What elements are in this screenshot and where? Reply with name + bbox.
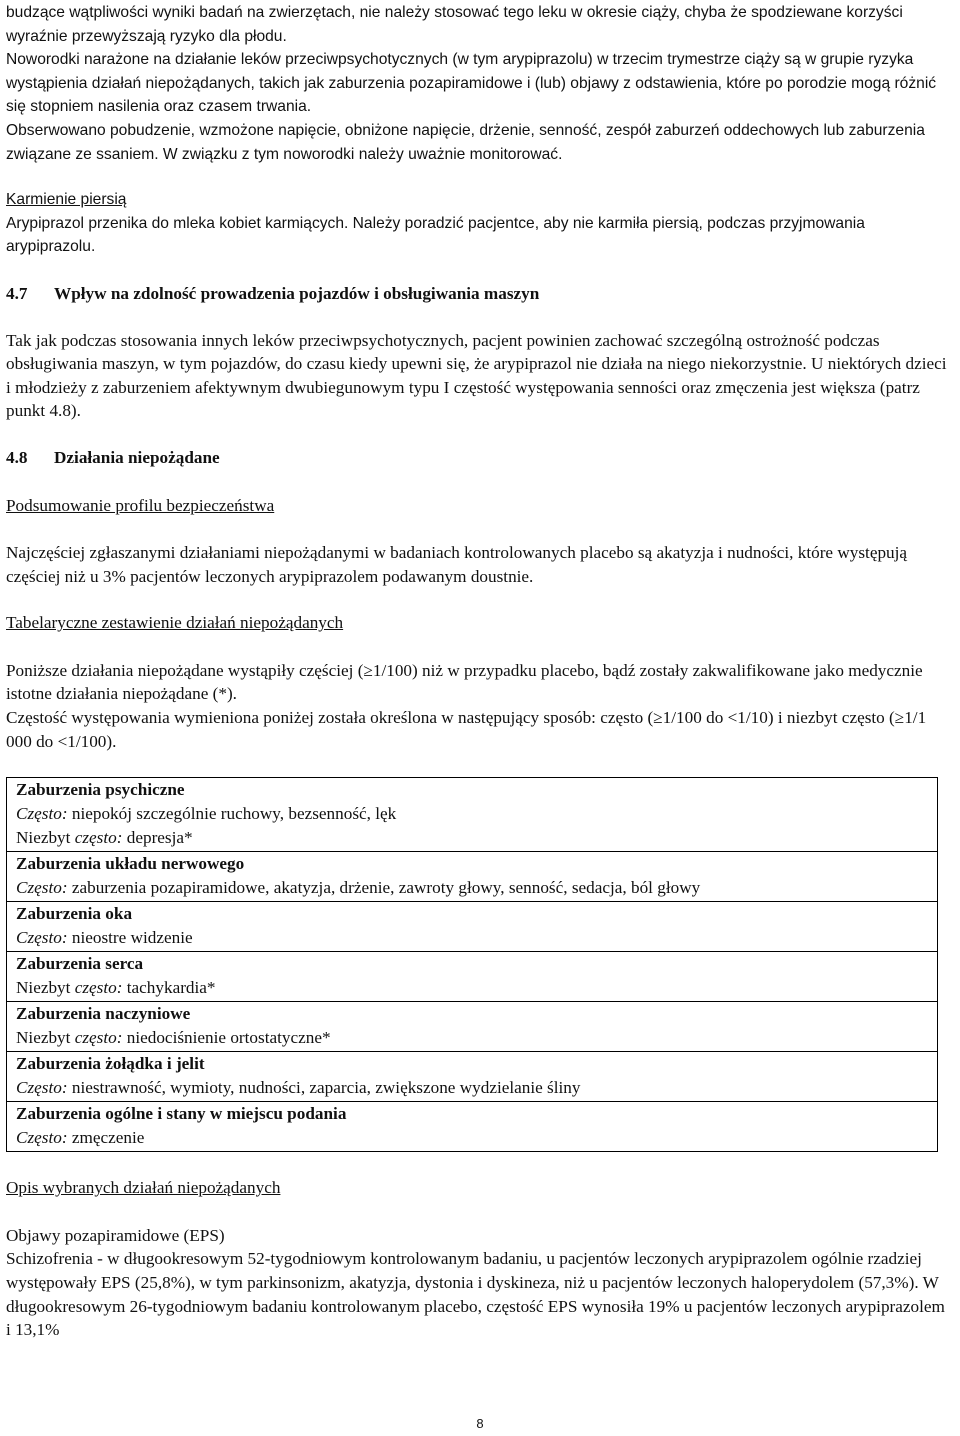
- reaction-line: [16, 1076, 937, 1100]
- eps-text: Schizofrenia - w długookresowym 52-tygodniowym kontrolowanym badaniu, u pacjentów leczonych arypiprazolem ogólnie rzadziej występowały EPS (25,8%), w tym parkinsonizm, akatyzja, dystonia i dyskineza, niż u pacjentów leczonych haloperydolem (57,3%). W długookresowym 26-tygodniowym badaniu kontrolowanym placebo, częstość EPS wynosiła 19% u pacjentów leczonych arypiprazolem i 13,1%: [6, 1249, 945, 1340]
- organ-class-label: Zaburzenia żołądka i jelit: [16, 1054, 205, 1074]
- table-row: [7, 1102, 938, 1152]
- section-title: Działania niepożądane: [54, 447, 220, 467]
- table-cell: [7, 1102, 938, 1152]
- organ-class-label: Zaburzenia oka: [16, 904, 133, 924]
- organ-class-label: Zaburzenia układu nerwowego: [16, 854, 245, 874]
- organ-class-label: Zaburzenia psychiczne: [16, 780, 185, 800]
- table-cell: [7, 952, 938, 1002]
- frequency-label: często:: [74, 828, 123, 848]
- safety-summary-heading: Podsumowanie profilu bezpieczeństwa: [6, 495, 275, 515]
- organ-class-label: Zaburzenia naczyniowe: [16, 1004, 191, 1024]
- page-number: 8: [476, 1416, 484, 1431]
- pregnancy-paragraph-end: budzące wątpliwości wyniki badań na zwierzętach, nie należy stosować tego leku w okresie ciąży, chyba że spodziewane korzyści wyraźnie przewyższają ryzyko dla płodu.: [6, 4, 903, 45]
- frequency-label: często:: [74, 1028, 123, 1048]
- table-row: [7, 902, 938, 952]
- table-row: [7, 778, 938, 852]
- ae-table-intro-2: Częstość występowania wymieniona poniżej została określona w następujący sposób: często (≥1/100 do <1/10) i niezbyt często (≥1/1 000 do <1/100).: [6, 708, 927, 751]
- reaction-line: [16, 926, 937, 950]
- reaction-text: zaburzenia pozapiramidowe, akatyzja, drżenie, zawroty głowy, senność, sedacja, ból głowy: [67, 878, 701, 898]
- table-row: [7, 1002, 938, 1052]
- table-row: [7, 952, 938, 1002]
- eps-subheading: Objawy pozapiramidowe (EPS): [6, 1225, 225, 1245]
- table-row: [7, 1052, 938, 1102]
- safety-summary-text: Najczęściej zgłaszanymi działaniami niepożądanymi w badaniach kontrolowanych placebo są akatyzja i nudności, które występują częściej niż u 3% pacjentów leczonych arypiprazolem podawanym doustnie.: [6, 543, 908, 586]
- reaction-text: niepokój szczególnie ruchowy, bezsenność, lęk: [67, 804, 397, 824]
- selected-ae-heading: Opis wybranych działań niepożądanych: [6, 1178, 281, 1198]
- reaction-text: zmęczenie: [67, 1128, 145, 1148]
- organ-class-label: Zaburzenia ogólne i stany w miejscu podania: [16, 1104, 347, 1124]
- frequency-label: Często:: [16, 1128, 68, 1148]
- table-cell: [7, 1052, 938, 1102]
- table-row: [7, 852, 938, 902]
- adverse-events-table: [6, 777, 938, 1152]
- ae-table-intro-1: Poniższe działania niepożądane wystąpiły częściej (≥1/100) niż w przypadku placebo, bądź zostały zakwalifikowane jako medycznie istotne działania niepożądane (*).: [6, 660, 923, 704]
- reaction-line: [16, 976, 937, 1000]
- frequency-label: Często:: [16, 928, 68, 948]
- section-title: Wpływ na zdolność prowadzenia pojazdów i obsługiwania maszyn: [54, 283, 540, 303]
- reaction-text: niestrawność, wymioty, nudności, zaparcia, zwiększone wydzielanie śliny: [67, 1078, 581, 1098]
- reaction-text: depresja*: [122, 828, 193, 848]
- section-4-7-heading: [6, 282, 950, 306]
- frequency-prefix: Niezbyt: [16, 978, 75, 998]
- frequency-label: Często:: [16, 804, 68, 824]
- section-4-7-text: Tak jak podczas stosowania innych leków przeciwpsychotycznych, pacjent powinien zachować szczególną ostrożność podczas obsługiwania maszyn, w tym pojazdów, do czasu kiedy upewni się, że arypiprazol nie działa na niego niekorzystnie. U niektórych dzieci i młodzieży z zaburzeniem afektywnym dwubiegunowym typu I częstość występowania senności oraz zmęczenia jest większa (patrz punkt 4.8).: [6, 330, 947, 421]
- reaction-text: niedociśnienie ortostatyczne*: [122, 1028, 331, 1048]
- reaction-text: nieostre widzenie: [67, 928, 193, 948]
- neonates-paragraph-a: Noworodki narażone na działanie leków przeciwpsychotycznych (w tym arypiprazolu) w trzecim trymestrze ciąży są w grupie ryzyka wystąpienia działań niepożądanych, takich jak zaburzenia pozapiramidowe i (lub) objawy z odstawienia, które po porodzie mogą różnić się stopniem nasilenia oraz czasem trwania.: [6, 51, 937, 116]
- frequency-prefix: Niezbyt: [16, 828, 75, 848]
- table-cell: [7, 902, 938, 952]
- reaction-line: [16, 1126, 937, 1150]
- section-number: 4.7: [6, 283, 28, 303]
- frequency-label: Często:: [16, 1078, 68, 1098]
- frequency-label: Często:: [16, 878, 68, 898]
- frequency-prefix: Niezbyt: [16, 1028, 75, 1048]
- breastfeeding-text: Arypiprazol przenika do mleka kobiet karmiących. Należy poradzić pacjentce, aby nie karmiła piersią, podczas przyjmowania arypiprazolu.: [6, 214, 865, 256]
- table-cell: [7, 778, 938, 852]
- ae-table-heading: Tabelaryczne zestawienie działań niepożądanych: [6, 613, 344, 633]
- reaction-line: [16, 876, 937, 900]
- breastfeeding-heading: Karmienie piersią: [6, 191, 127, 209]
- reaction-line: [16, 802, 937, 826]
- reaction-line: [16, 1026, 937, 1050]
- neonates-paragraph-b: Obserwowano pobudzenie, wzmożone napięcie, obniżone napięcie, drżenie, senność, zespół zaburzeń oddechowych lub zaburzenia związane ze ssaniem. W związku z tym noworodki należy uważnie monitorować.: [6, 121, 925, 163]
- organ-class-label: Zaburzenia serca: [16, 954, 144, 974]
- section-number: 4.8: [6, 447, 28, 467]
- document-page: [6, 0, 950, 1342]
- reaction-text: tachykardia*: [122, 978, 216, 998]
- section-4-8-heading: [6, 446, 950, 470]
- frequency-label: często:: [74, 978, 123, 998]
- reaction-line: [16, 826, 937, 850]
- table-cell: [7, 852, 938, 902]
- table-cell: [7, 1002, 938, 1052]
